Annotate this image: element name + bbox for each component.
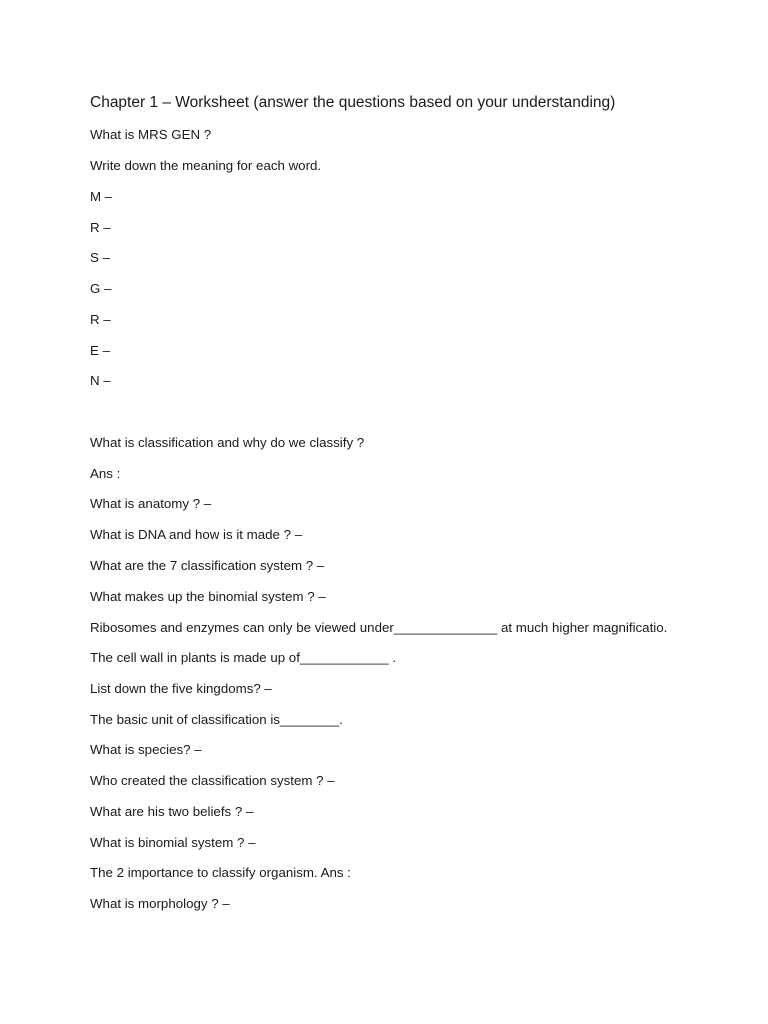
question-line: What is DNA and how is it made ? – — [90, 527, 303, 542]
acronym-letter-line: G – — [90, 281, 112, 296]
acronym-letter-line: R – — [90, 220, 111, 235]
question-line: What makes up the binomial system ? – — [90, 589, 326, 604]
acronym-letter-line: N – — [90, 373, 111, 388]
acronym-letter-line: E – — [90, 343, 110, 358]
question-line: What are the 7 classification system ? – — [90, 558, 325, 573]
fill-blank-line: The basic unit of classification is________. — [90, 712, 343, 727]
question-line: List down the five kingdoms? – — [90, 681, 272, 696]
question-line: What is anatomy ? – — [90, 496, 212, 511]
question-line: What is binomial system ? – — [90, 835, 256, 850]
question-line: What is morphology ? – — [90, 896, 230, 911]
question-line: What is MRS GEN ? — [90, 127, 212, 142]
question-line: The 2 importance to classify organism. Ans : — [90, 865, 351, 880]
question-line: What is species? – — [90, 742, 202, 757]
answer-label-line: Ans : — [90, 466, 121, 481]
fill-blank-line: The cell wall in plants is made up of____________ . — [90, 650, 397, 665]
worksheet-title: Chapter 1 – Worksheet (answer the questions based on your understanding) — [90, 94, 616, 111]
fill-blank-line: Ribosomes and enzymes can only be viewed under______________ at much higher magnificatio. — [90, 620, 668, 635]
acronym-letter-line: M – — [90, 189, 113, 204]
instruction-line: Write down the meaning for each word. — [90, 158, 322, 173]
question-line: Who created the classification system ? – — [90, 773, 335, 788]
question-line: What are his two beliefs ? – — [90, 804, 254, 819]
question-line: What is classification and why do we classify ? — [90, 435, 365, 450]
acronym-letter-line: S – — [90, 250, 110, 265]
acronym-letter-line: R – — [90, 312, 111, 327]
